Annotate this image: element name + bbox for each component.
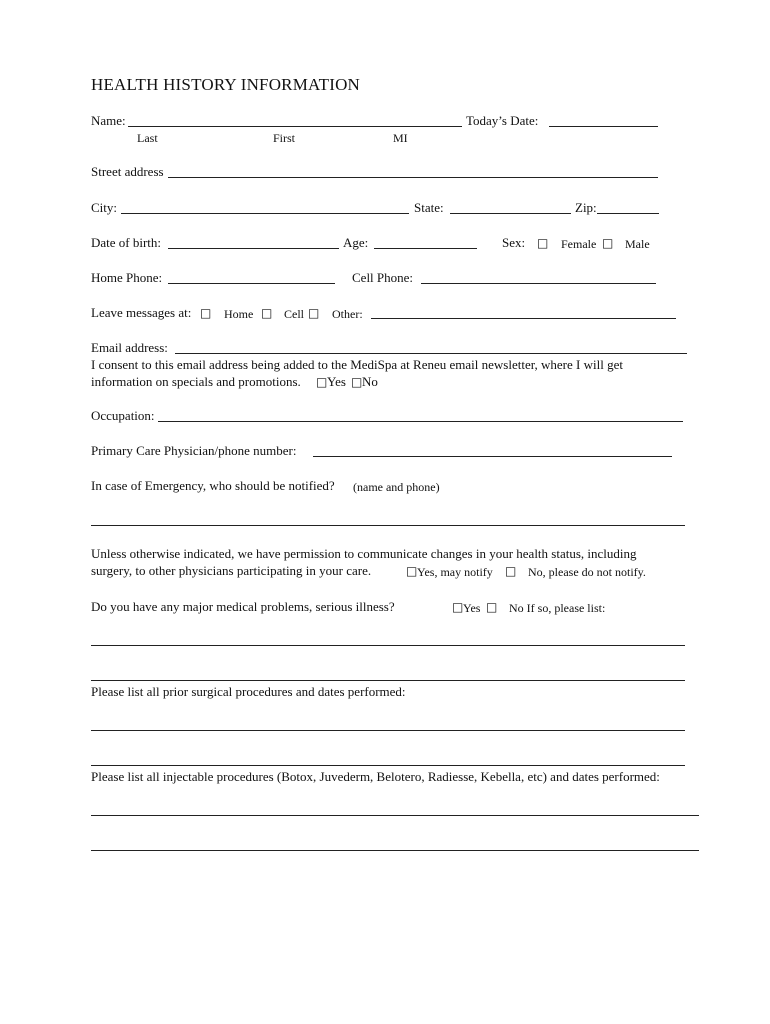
- sex-label: Sex:: [502, 235, 526, 250]
- medical-list-line-1[interactable]: [91, 645, 685, 646]
- street-field[interactable]: [168, 177, 658, 178]
- occupation-field[interactable]: [158, 421, 683, 422]
- emergency-hint: (name and phone): [353, 480, 440, 494]
- injectable-list-line-2[interactable]: [91, 850, 699, 851]
- emergency-label: In case of Emergency, who should be notified?: [91, 478, 335, 493]
- age-label: Age:: [343, 235, 369, 250]
- street-label: Street address: [91, 164, 164, 179]
- surgical-list-line-1[interactable]: [91, 730, 685, 731]
- medical-yes-checkbox[interactable]: □: [452, 600, 464, 614]
- permission-yes-checkbox[interactable]: □: [406, 564, 418, 578]
- name-first-caption: First: [273, 131, 296, 145]
- permission-text-line1: Unless otherwise indicated, we have permission to communicate changes in your health status, including: [91, 546, 637, 561]
- dob-field[interactable]: [168, 248, 339, 249]
- occupation-label: Occupation:: [91, 408, 155, 423]
- emergency-field[interactable]: [91, 525, 685, 526]
- permission-no-label: No, please do not notify.: [528, 565, 646, 579]
- name-last-caption: Last: [137, 131, 158, 145]
- home-phone-label: Home Phone:: [91, 270, 163, 285]
- injectable-label: Please list all injectable procedures (Botox, Juvederm, Belotero, Radiesse, Kebella, etc) and dates performed:: [91, 769, 660, 784]
- leave-messages-label: Leave messages at:: [91, 305, 192, 320]
- msg-cell-label: Cell: [284, 307, 304, 321]
- zip-label: Zip:: [575, 200, 597, 215]
- dob-label: Date of birth:: [91, 235, 162, 250]
- msg-home-checkbox[interactable]: □: [200, 306, 212, 320]
- cell-phone-label: Cell Phone:: [352, 270, 414, 285]
- surgical-list-line-2[interactable]: [91, 765, 685, 766]
- age-field[interactable]: [374, 248, 477, 249]
- name-label: Name:: [91, 113, 126, 128]
- state-label: State:: [414, 200, 444, 215]
- todays-date-label: Today’s Date:: [466, 113, 539, 128]
- form-title: HEALTH HISTORY INFORMATION: [91, 75, 361, 94]
- city-field[interactable]: [121, 213, 409, 214]
- consent-yes-label: Yes: [327, 374, 346, 389]
- permission-yes-label: Yes, may notify: [417, 565, 493, 579]
- name-mi-caption: MI: [393, 131, 408, 145]
- permission-no-checkbox[interactable]: □: [505, 564, 517, 578]
- cell-phone-field[interactable]: [421, 283, 656, 284]
- medical-no-label: No If so, please list:: [509, 601, 606, 615]
- female-label: Female: [561, 237, 597, 251]
- medical-list-line-2[interactable]: [91, 680, 685, 681]
- medical-yes-label: Yes: [463, 601, 481, 615]
- injectable-list-line-1[interactable]: [91, 815, 699, 816]
- home-phone-field[interactable]: [168, 283, 335, 284]
- medical-question: Do you have any major medical problems, serious illness?: [91, 599, 395, 614]
- pcp-field[interactable]: [313, 456, 672, 457]
- surgical-label: Please list all prior surgical procedures and dates performed:: [91, 684, 406, 699]
- msg-other-field[interactable]: [371, 318, 676, 319]
- consent-yes-checkbox[interactable]: □: [316, 375, 328, 389]
- msg-home-label: Home: [224, 307, 254, 321]
- msg-other-label: Other:: [332, 307, 363, 321]
- male-label: Male: [625, 237, 650, 251]
- medical-no-checkbox[interactable]: □: [486, 600, 498, 614]
- name-field[interactable]: [128, 126, 462, 127]
- city-label: City:: [91, 200, 118, 215]
- todays-date-field[interactable]: [549, 126, 658, 127]
- email-field[interactable]: [175, 353, 687, 354]
- state-field[interactable]: [450, 213, 571, 214]
- email-label: Email address:: [91, 340, 168, 355]
- consent-no-label: No: [362, 374, 378, 389]
- consent-no-checkbox[interactable]: □: [351, 375, 363, 389]
- female-checkbox[interactable]: □: [537, 236, 549, 250]
- msg-cell-checkbox[interactable]: □: [261, 306, 273, 320]
- permission-text-line2: surgery, to other physicians participating in your care.: [91, 563, 372, 578]
- consent-text-line2: information on specials and promotions.: [91, 374, 301, 389]
- pcp-label: Primary Care Physician/phone number:: [91, 443, 297, 458]
- msg-other-checkbox[interactable]: □: [308, 306, 320, 320]
- consent-text-line1: I consent to this email address being added to the MediSpa at Reneu email newsletter, where I will get: [91, 357, 623, 372]
- zip-field[interactable]: [597, 213, 659, 214]
- male-checkbox[interactable]: □: [602, 236, 614, 250]
